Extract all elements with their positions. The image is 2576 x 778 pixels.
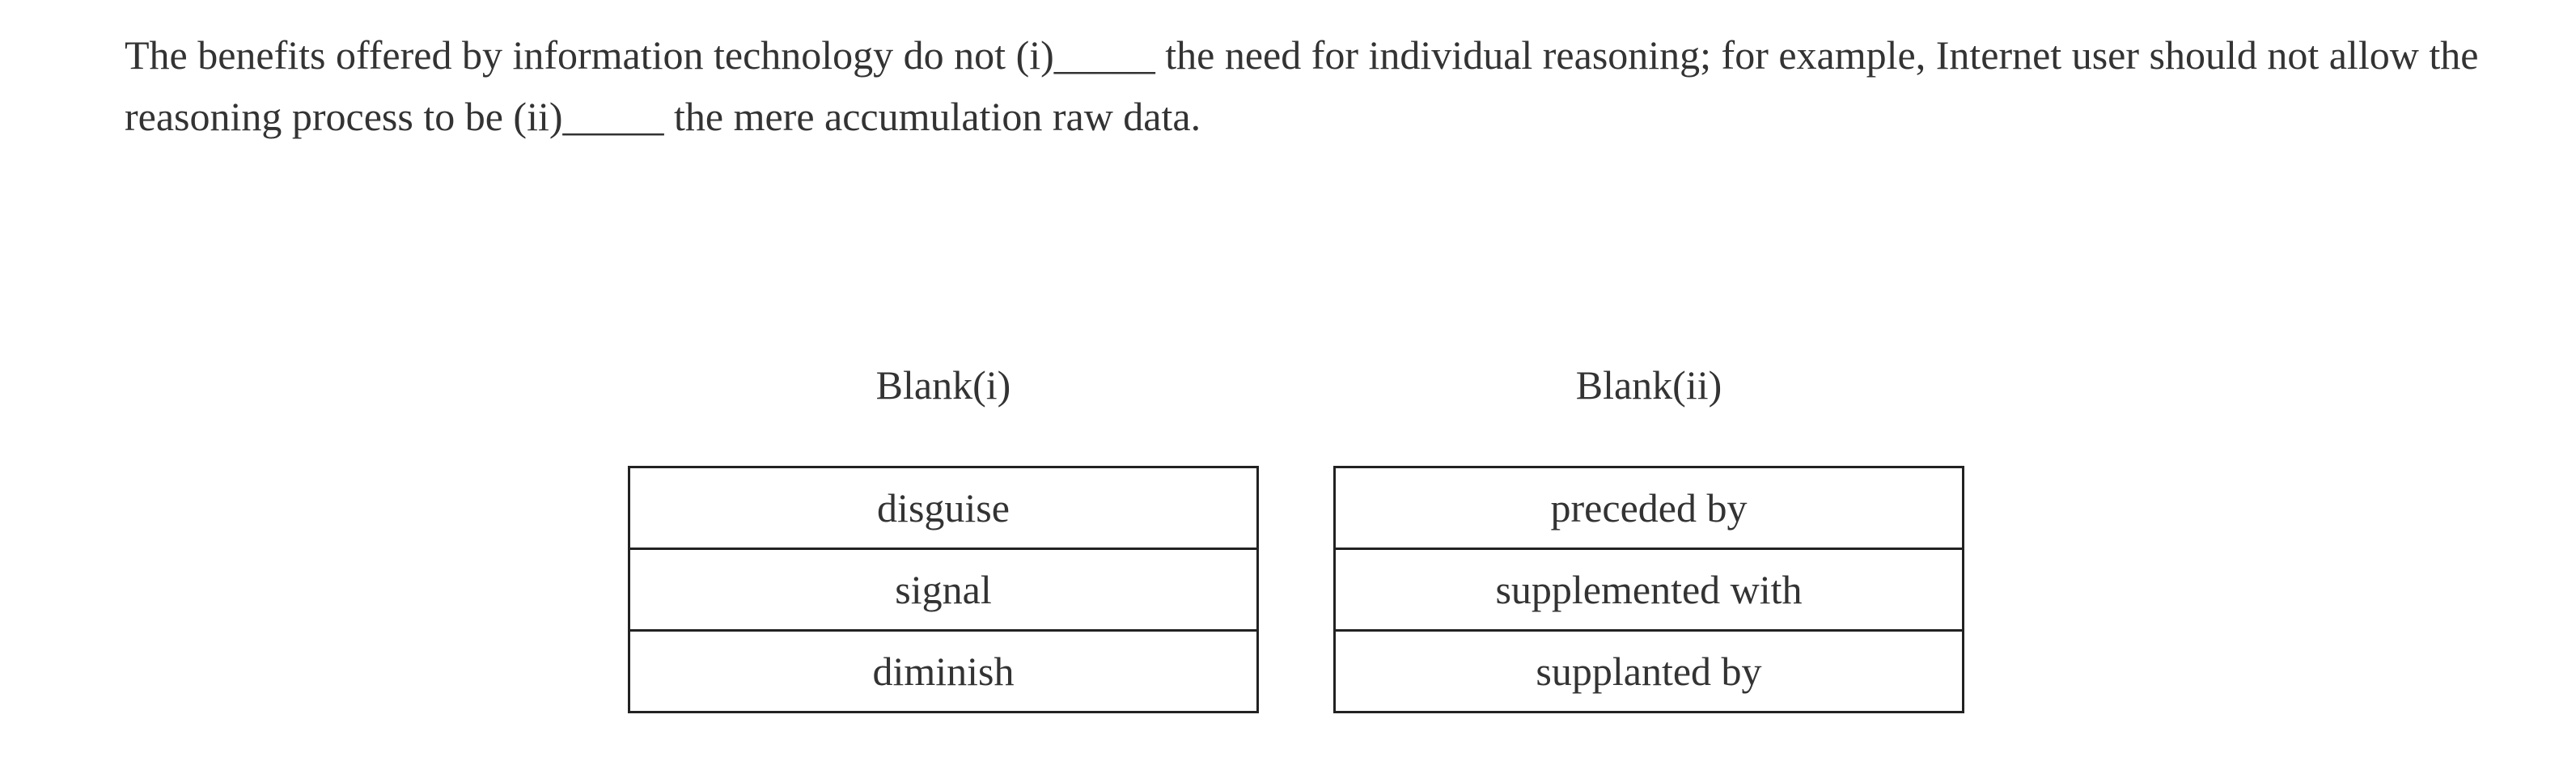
question-text: The benefits offered by information technology do not (i)_____ the need for individual reasoning; for example, Internet user should not allow the reasoning process to be (ii)_____ the mere accumulation raw data. — [125, 32, 2479, 139]
blank-i-option[interactable]: disguise — [629, 467, 1258, 549]
blank-ii-option[interactable]: preceded by — [1335, 467, 1964, 549]
blank-ii-option[interactable]: supplemented with — [1335, 549, 1964, 631]
blank-i-options — [628, 466, 1259, 713]
blank-ii-options — [1333, 466, 1964, 713]
blank-i-option[interactable]: diminish — [629, 631, 1258, 712]
blank-ii-option[interactable]: supplanted by — [1335, 631, 1964, 712]
blank-i-header: Blank(i) — [875, 362, 1011, 408]
blank-ii-header: Blank(ii) — [1575, 362, 1722, 408]
blank-i-option[interactable]: signal — [629, 549, 1258, 631]
